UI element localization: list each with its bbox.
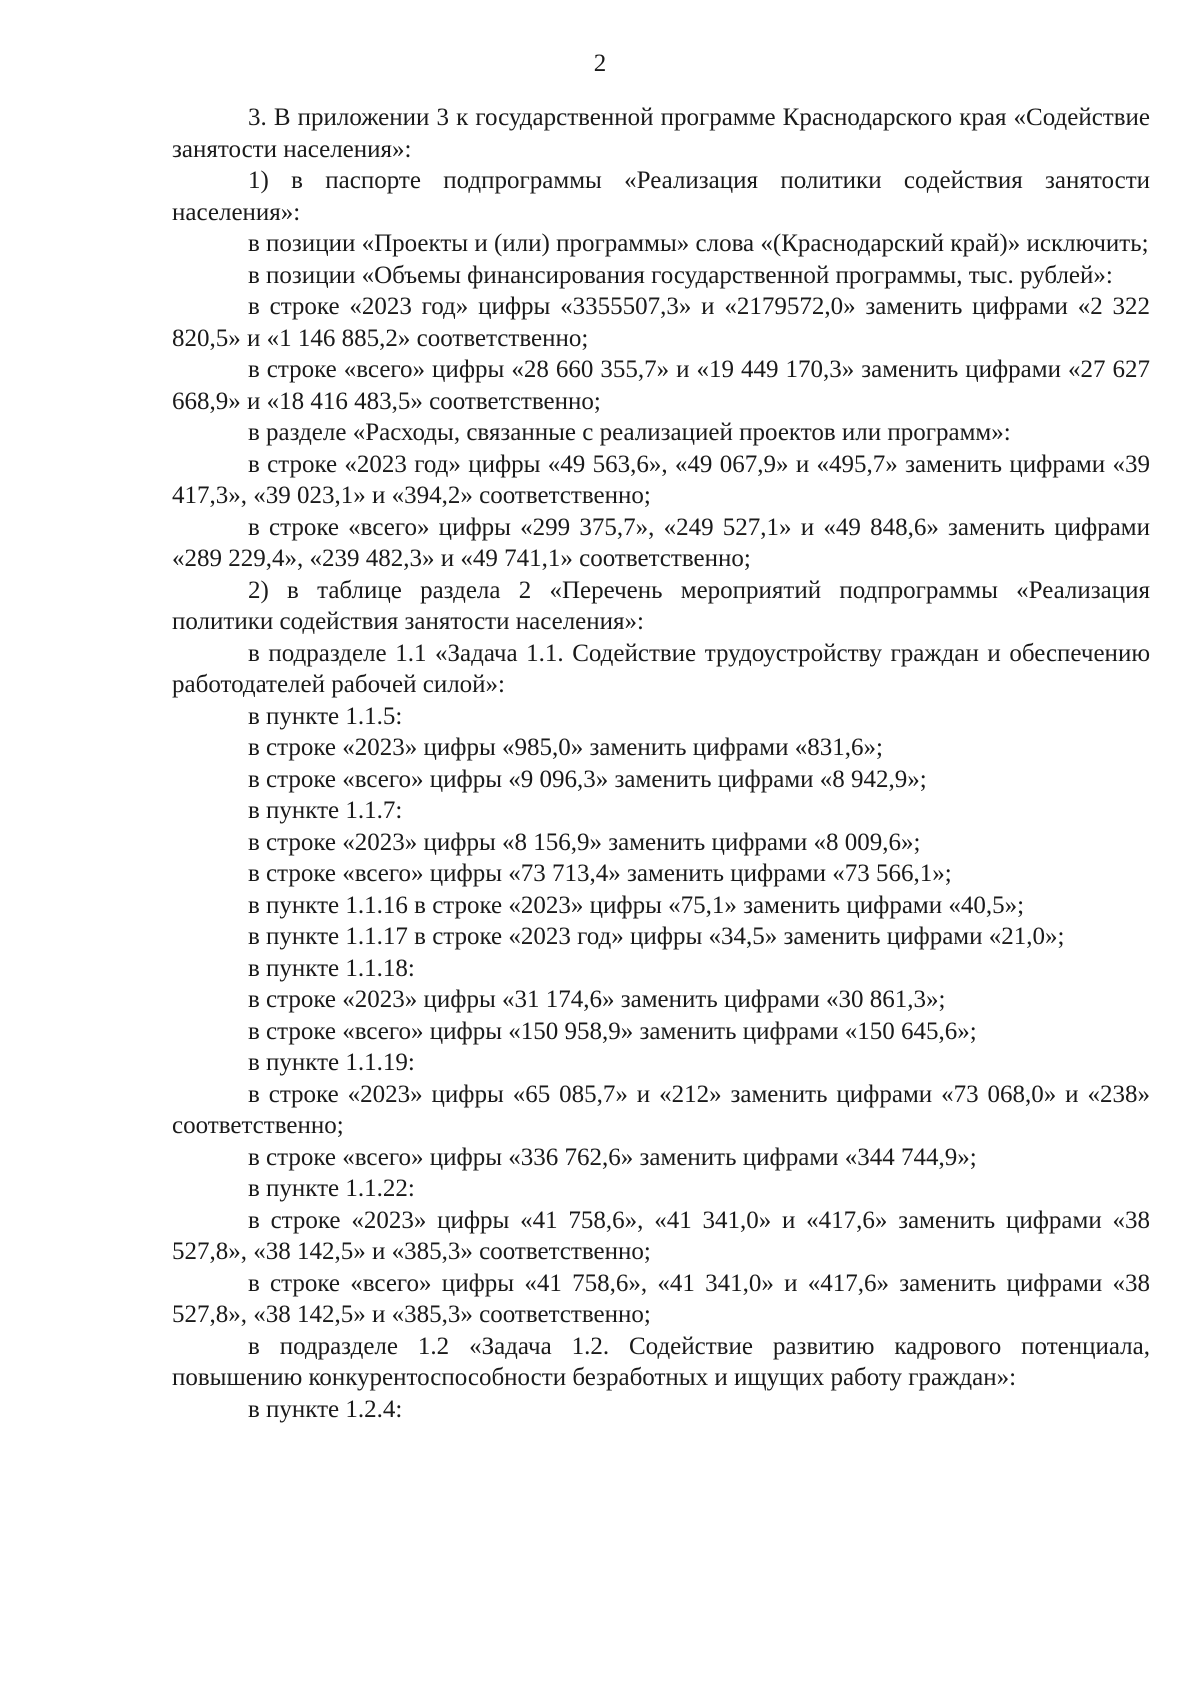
paragraph: в подразделе 1.1 «Задача 1.1. Содействие трудоустройству граждан и обеспечению работодателей рабочей силой»: (172, 639, 1150, 698)
paragraph: в строке «всего» цифры «41 758,6», «41 341,0» и «417,6» заменить цифрами «38 527,8», «38 142,5» и «385,3» соответственно; (172, 1269, 1150, 1328)
paragraph: в подразделе 1.2 «Задача 1.2. Содействие развитию кадрового потенциала, повышению конкурентоспособности безработных и ищущих работу граждан»: (172, 1332, 1150, 1391)
paragraph: в пункте 1.1.18: (248, 954, 415, 982)
paragraph: в строке «2023» цифры «31 174,6» заменить цифрами «30 861,3»; (248, 986, 946, 1013)
paragraph: в строке «2023» цифры «985,0» заменить цифрами «831,6»; (248, 734, 883, 761)
paragraph: в строке «всего» цифры «299 375,7», «249 527,1» и «49 848,6» заменить цифрами «289 229,4», «239 482,3» и «49 741,1» соответственно; (172, 513, 1150, 572)
paragraph: в строке «2023 год» цифры «49 563,6», «49 067,9» и «495,7» заменить цифрами «39 417,3», «39 023,1» и «394,2» соответственно; (172, 450, 1150, 509)
paragraph: в пункте 1.1.7: (248, 797, 403, 824)
paragraph: 1) в паспорте подпрограммы «Реализация политики содействия занятости населения»: (172, 167, 1150, 226)
paragraph: в строке «2023» цифры «65 085,7» и «212» заменить цифрами «73 068,0» и «238» соответственно; (172, 1080, 1150, 1139)
paragraph: 2) в таблице раздела 2 «Перечень мероприятий подпрограммы «Реализация политики содействия занятости населения»: (172, 576, 1150, 635)
paragraph: в строке «всего» цифры «28 660 355,7» и «19 449 170,3» заменить цифрами «27 627 668,9» и «18 416 483,5» соответственно; (172, 356, 1150, 415)
paragraph: в строке «всего» цифры «9 096,3» заменить цифрами «8 942,9»; (248, 765, 927, 793)
paragraph: в позиции «Проекты и (или) программы» слова «(Краснодарский край)» исключить; (248, 230, 1149, 257)
paragraph: в пункте 1.1.17 в строке «2023 год» цифры «34,5» заменить цифрами «21,0»; (248, 923, 1065, 950)
paragraph: в пункте 1.1.16 в строке «2023» цифры «75,1» заменить цифрами «40,5»; (248, 891, 1025, 919)
paragraph: в строке «2023» цифры «8 156,9» заменить цифрами «8 009,6»; (248, 828, 921, 856)
paragraph: в разделе «Расходы, связанные с реализацией проектов или программ»: (248, 419, 1011, 446)
paragraph: в строке «2023 год» цифры «3355507,3» и «2179572,0» заменить цифрами «2 322 820,5» и «1 146 885,2» соответственно; (172, 293, 1150, 352)
paragraph: в пункте 1.1.19: (248, 1049, 415, 1076)
paragraph: в строке «2023» цифры «41 758,6», «41 341,0» и «417,6» заменить цифрами «38 527,8», «38 142,5» и «385,3» соответственно; (172, 1206, 1150, 1265)
paragraph: в строке «всего» цифры «73 713,4» заменить цифрами «73 566,1»; (248, 860, 952, 887)
paragraph: в строке «всего» цифры «336 762,6» заменить цифрами «344 744,9»; (248, 1143, 977, 1171)
paragraph: в позиции «Объемы финансирования государственной программы, тыс. рублей»: (248, 261, 1113, 289)
paragraph: 3. В приложении 3 к государственной программе Краснодарского края «Содействие занятости населения»: (172, 104, 1150, 163)
paragraph: в пункте 1.1.5: (248, 702, 403, 730)
paragraph: в пункте 1.1.22: (248, 1175, 415, 1202)
page-number: 2 (593, 50, 607, 77)
paragraph: в строке «всего» цифры «150 958,9» заменить цифрами «150 645,6»; (248, 1017, 977, 1045)
paragraph: в пункте 1.2.4: (248, 1395, 403, 1423)
document-body (172, 102, 1150, 1425)
